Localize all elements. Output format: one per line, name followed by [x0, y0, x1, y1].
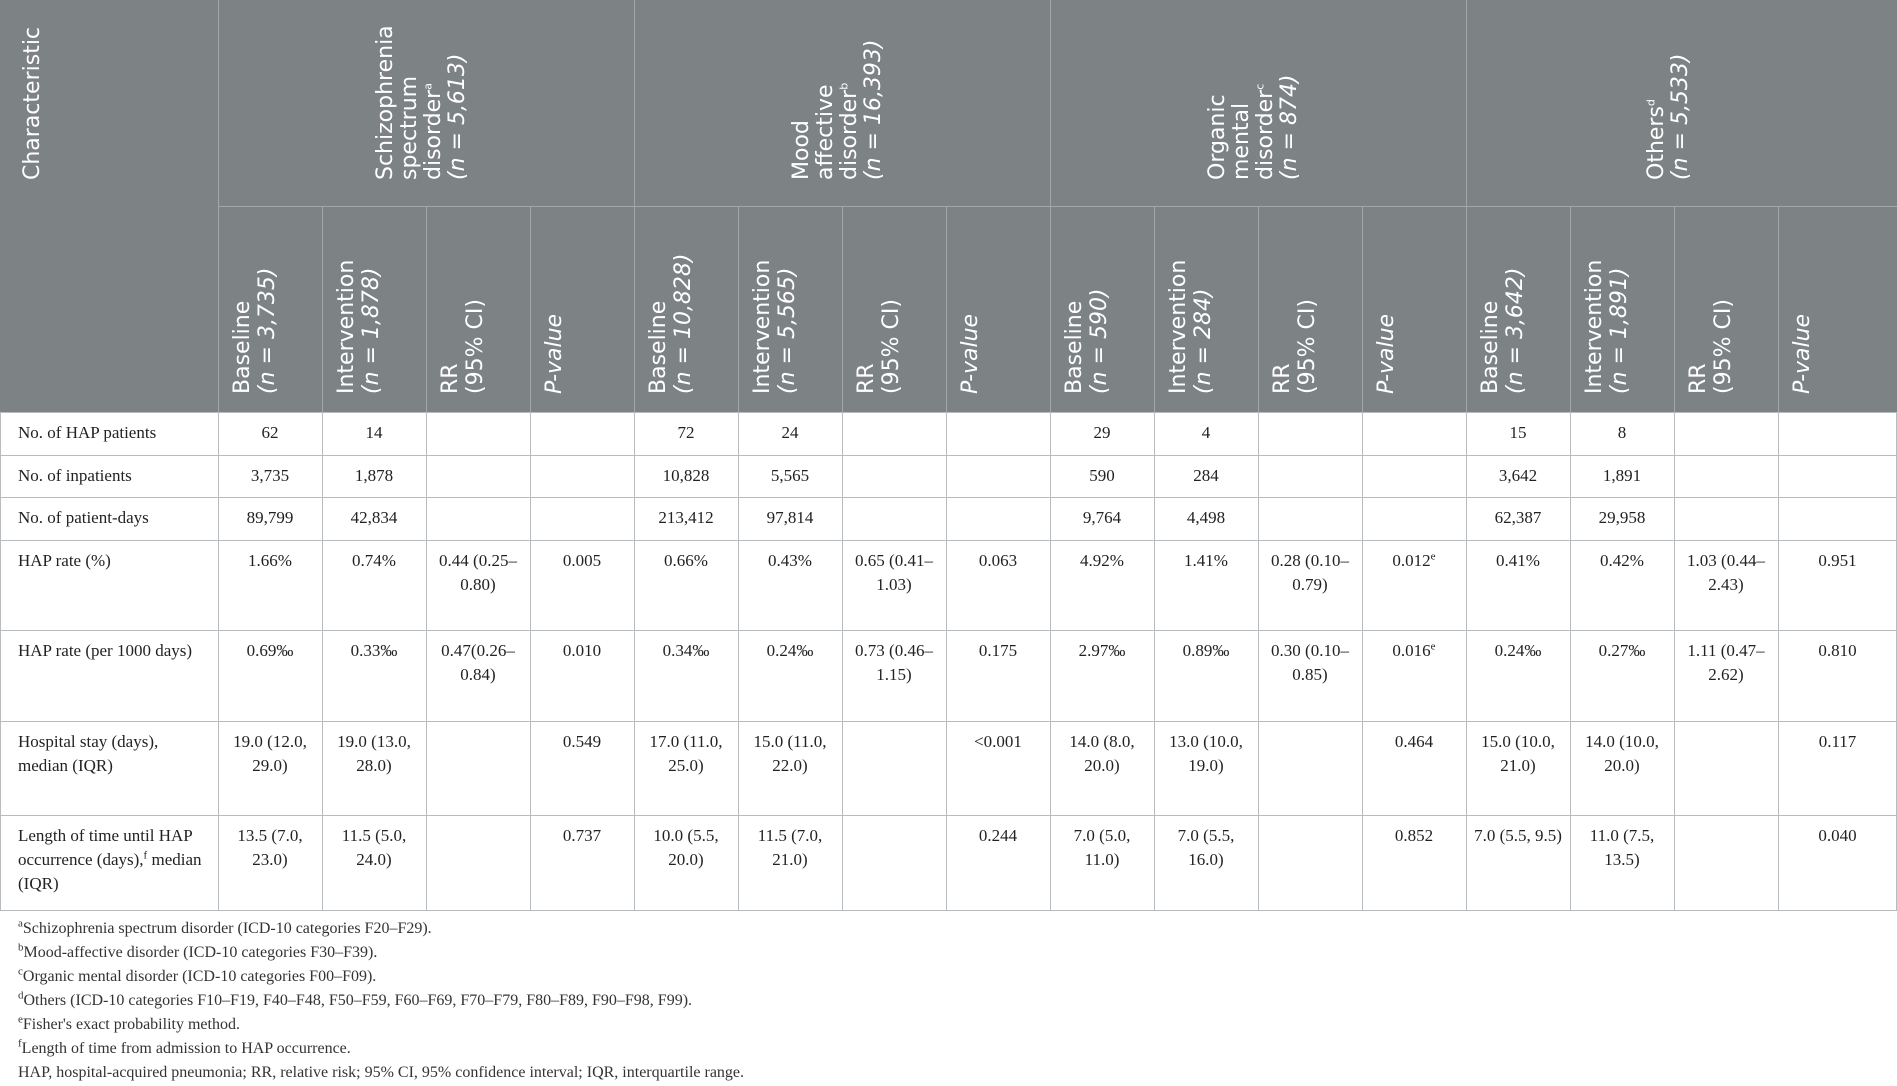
- column-divider: [1362, 412, 1363, 910]
- row-label: No. of HAP patients: [18, 423, 157, 442]
- table-cell: 62: [261, 423, 279, 442]
- table-cell: 0.27‰: [1598, 641, 1646, 660]
- row-divider: [0, 540, 1897, 541]
- header-subcol-divider: [426, 206, 427, 412]
- row-label: No. of patient-days: [18, 508, 149, 527]
- table-cell: 0.69‰: [246, 641, 294, 660]
- table-cell: 11.5 (7.0, 21.0): [757, 826, 823, 869]
- table-cell: 62,387: [1494, 508, 1542, 527]
- subcol-header-rr: RR (95% CI): [854, 299, 904, 394]
- header-subcol-divider: [1674, 206, 1675, 412]
- row-label: HAP rate (per 1000 days): [18, 641, 193, 660]
- table-cell: 0.30 (0.10–0.85): [1271, 641, 1349, 684]
- header-subcol-divider: [530, 206, 531, 412]
- header-subcol-divider: [322, 206, 323, 412]
- table-cell: 14.0 (8.0, 20.0): [1069, 732, 1135, 775]
- header-subcol-divider: [1778, 206, 1779, 412]
- table-cell: 13.0 (10.0, 19.0): [1169, 732, 1243, 775]
- column-divider: [1778, 412, 1779, 910]
- table-cell: 0.28 (0.10–0.79): [1271, 551, 1349, 594]
- group-n-label: (n = 5,613): [445, 53, 470, 180]
- table-cell: 0.016e: [1392, 640, 1436, 660]
- table-cell: 24: [781, 423, 799, 442]
- table-cell: 10,828: [662, 466, 710, 485]
- table-cell: 0.063: [978, 551, 1018, 570]
- table-cell: 29: [1093, 423, 1111, 442]
- table-cell: 97,814: [766, 508, 814, 527]
- table-cell: 3,735: [250, 466, 290, 485]
- table-cell: 0.737: [562, 826, 602, 845]
- column-divider: [634, 412, 635, 910]
- column-divider: [738, 412, 739, 910]
- table-cell: 0.74%: [352, 551, 396, 570]
- table-cell: 0.47(0.26–0.84): [441, 641, 515, 684]
- table-cell: 0.175: [978, 641, 1018, 660]
- table-cell: 0.464: [1394, 732, 1434, 751]
- table-cell: 1.11 (0.47–2.62): [1687, 641, 1765, 684]
- header-subcol-divider: [1258, 206, 1259, 412]
- subcol-header-intervention: Intervention (n = 284): [1166, 259, 1216, 394]
- group-n-label: (n = 16,393): [861, 39, 886, 180]
- row-label: No. of inpatients: [18, 466, 132, 485]
- table-cell: 0.34‰: [662, 641, 710, 660]
- table-cell: 0.43%: [768, 551, 812, 570]
- column-divider: [1570, 412, 1571, 910]
- row-divider: [0, 455, 1897, 456]
- subcol-header-rr: RR (95% CI): [438, 299, 488, 394]
- table-cell: 0.040: [1818, 826, 1857, 845]
- group-n-label: (n = 874): [1277, 74, 1302, 180]
- row-divider: [0, 412, 1897, 413]
- table-cell: 7.0 (5.0, 11.0): [1073, 826, 1131, 869]
- footnote: $^c$Organic mental disorder (ICD-10 categories F00–F09).: [18, 965, 377, 985]
- table-cell: 284: [1193, 466, 1219, 485]
- table-cell: 0.852: [1394, 826, 1434, 845]
- table-cell: 0.89‰: [1182, 641, 1230, 660]
- table-cell: 0.117: [1818, 732, 1857, 751]
- group-header-mood: Mood affective disorder$^b$ (n = 16,393): [789, 39, 886, 180]
- table-cell: 7.0 (5.5, 9.5): [1474, 826, 1562, 845]
- column-divider: [322, 412, 323, 910]
- table-cell: 8: [1617, 423, 1627, 442]
- header-col-divider: [1466, 0, 1467, 412]
- table-cell: 0.010: [562, 641, 602, 660]
- table-cell: 14.0 (10.0, 20.0): [1585, 732, 1659, 775]
- table-cell: 29,958: [1598, 508, 1646, 527]
- footnote: $^a$Schizophrenia spectrum disorder (ICD-10 categories F20–F29).: [18, 917, 432, 937]
- row-divider: [0, 497, 1897, 498]
- characteristic-header: Characteristic: [20, 26, 45, 180]
- footnote: HAP, hospital-acquired pneumonia; RR, relative risk; 95% CI, 95% confidence interval; IQR, interquartile range.: [18, 1064, 745, 1081]
- column-divider: [1674, 412, 1675, 910]
- table-cell: 0.810: [1818, 641, 1857, 660]
- table-cell: 5,565: [770, 466, 810, 485]
- table-cell: 0.42%: [1600, 551, 1644, 570]
- subcol-header-baseline: Baseline (n = 590): [1062, 288, 1112, 394]
- table-cell: 213,412: [658, 508, 714, 527]
- table-cell: 0.41%: [1496, 551, 1540, 570]
- table-cell: 1.03 (0.44–2.43): [1687, 551, 1765, 594]
- row-divider: [0, 910, 1897, 911]
- table-cell: 11.0 (7.5, 13.5): [1589, 826, 1655, 869]
- group-header-organic: Organic mental disorder$^c$ (n = 874): [1205, 74, 1302, 180]
- row-label: HAP rate (%): [18, 551, 111, 570]
- footnote: $^d$Others (ICD-10 categories F10–F19, F40–F48, F50–F59, F60–F69, F70–F79, F80–F89, F90–F98, F99).: [18, 989, 693, 1009]
- table-cell: 0.24‰: [1494, 641, 1542, 660]
- table-cell: 0.33‰: [350, 641, 398, 660]
- header-subcol-divider: [1154, 206, 1155, 412]
- subcol-header-baseline: Baseline (n = 3,735): [230, 267, 280, 394]
- row-label: Hospital stay (days), median (IQR): [18, 732, 159, 775]
- column-divider: [1258, 412, 1259, 910]
- group-header-others: Others$^d$ (n = 5,533): [1644, 53, 1693, 180]
- subcol-header-pvalue: P-value: [542, 313, 567, 394]
- row-divider: [0, 630, 1897, 631]
- row-divider: [0, 721, 1897, 722]
- table-cell: 14: [365, 423, 383, 442]
- table-cell: 0.012e: [1392, 550, 1436, 570]
- table-cell: 2.97‰: [1078, 641, 1126, 660]
- footnote: $^e$Fisher's exact probability method.: [18, 1013, 240, 1033]
- table-cell: 9,764: [1082, 508, 1122, 527]
- header-subcol-divider: [946, 206, 947, 412]
- table-cell: 15.0 (10.0, 21.0): [1481, 732, 1555, 775]
- header-subcol-divider: [1362, 206, 1363, 412]
- header-subcol-divider: [842, 206, 843, 412]
- table-cell: 0.66%: [664, 551, 708, 570]
- table-cell: 0.244: [978, 826, 1018, 845]
- table-cell: 17.0 (11.0, 25.0): [649, 732, 723, 775]
- table-cell: 0.005: [562, 551, 602, 570]
- column-divider: [946, 412, 947, 910]
- table-cell: 19.0 (13.0, 28.0): [337, 732, 411, 775]
- table-cell: 1.41%: [1184, 551, 1228, 570]
- header-subcol-divider: [1570, 206, 1571, 412]
- column-divider: [842, 412, 843, 910]
- row-divider: [0, 815, 1897, 816]
- table-cell: 590: [1089, 466, 1115, 485]
- header-subcol-divider: [738, 206, 739, 412]
- column-divider: [1466, 412, 1467, 910]
- subcol-header-pvalue: P-value: [958, 313, 983, 394]
- table-cell: 0.549: [562, 732, 602, 751]
- table-cell: 10.0 (5.5, 20.0): [653, 826, 719, 869]
- footnote: $^f$Length of time from admission to HAP occurrence.: [18, 1037, 351, 1057]
- column-divider: [1050, 412, 1051, 910]
- subcol-header-intervention: Intervention (n = 1,878): [334, 259, 384, 394]
- subcol-header-baseline: Baseline (n = 10,828): [646, 253, 696, 394]
- header-col-divider: [1050, 0, 1051, 412]
- subcol-header-pvalue: P-value: [1374, 313, 1399, 394]
- subcol-header-baseline: Baseline (n = 3,642): [1478, 267, 1528, 394]
- subcol-header-rr: RR (95% CI): [1270, 299, 1320, 394]
- column-divider: [530, 412, 531, 910]
- table-cell: 4.92%: [1080, 551, 1124, 570]
- column-divider: [218, 412, 219, 910]
- table-cell: 0.44 (0.25–0.80): [439, 551, 517, 594]
- table-cell: 1,891: [1602, 466, 1642, 485]
- table-cell: 0.73 (0.46–1.15): [855, 641, 933, 684]
- column-divider: [426, 412, 427, 910]
- column-divider: [1154, 412, 1155, 910]
- header-col-divider: [218, 0, 219, 412]
- table-cell: 13.5 (7.0, 23.0): [237, 826, 303, 869]
- subcol-header-intervention: Intervention (n = 1,891): [1582, 259, 1632, 394]
- table-cell: <0.001: [974, 732, 1022, 751]
- table-cell: 15.0 (11.0, 22.0): [753, 732, 827, 775]
- header-divider: [218, 206, 1897, 207]
- table-cell: 4,498: [1186, 508, 1226, 527]
- table-cell: 0.24‰: [766, 641, 814, 660]
- table-cell: 15: [1509, 423, 1527, 442]
- group-n-label: (n = 5,533): [1668, 53, 1693, 180]
- table-cell: 4: [1201, 423, 1211, 442]
- group-header-schizophrenia: Schizophrenia spectrum disorder$^a$ (n = 5,613): [373, 25, 470, 180]
- header-col-divider: [634, 0, 635, 412]
- table-cell: 72: [677, 423, 695, 442]
- table-cell: 0.65 (0.41–1.03): [855, 551, 933, 594]
- subcol-header-intervention: Intervention (n = 5,565): [750, 259, 800, 394]
- footnote: $^b$Mood-affective disorder (ICD-10 categories F30–F39).: [18, 941, 378, 961]
- subcol-header-rr: RR (95% CI): [1686, 299, 1736, 394]
- table-cell: 42,834: [350, 508, 398, 527]
- table-cell: 0.951: [1818, 551, 1857, 570]
- table-cell: 89,799: [246, 508, 294, 527]
- row-label: Length of time until HAP occurrence (days),$^f$ median (IQR): [18, 826, 202, 893]
- column-divider: [0, 412, 1, 910]
- table-cell: 19.0 (12.0, 29.0): [233, 732, 307, 775]
- table-cell: 7.0 (5.5, 16.0): [1177, 826, 1235, 869]
- table-cell: 11.5 (5.0, 24.0): [341, 826, 407, 869]
- table-cell: 1.66%: [248, 551, 292, 570]
- table-cell: 3,642: [1498, 466, 1538, 485]
- table-cell: 1,878: [354, 466, 394, 485]
- subcol-header-pvalue: P-value: [1790, 313, 1815, 394]
